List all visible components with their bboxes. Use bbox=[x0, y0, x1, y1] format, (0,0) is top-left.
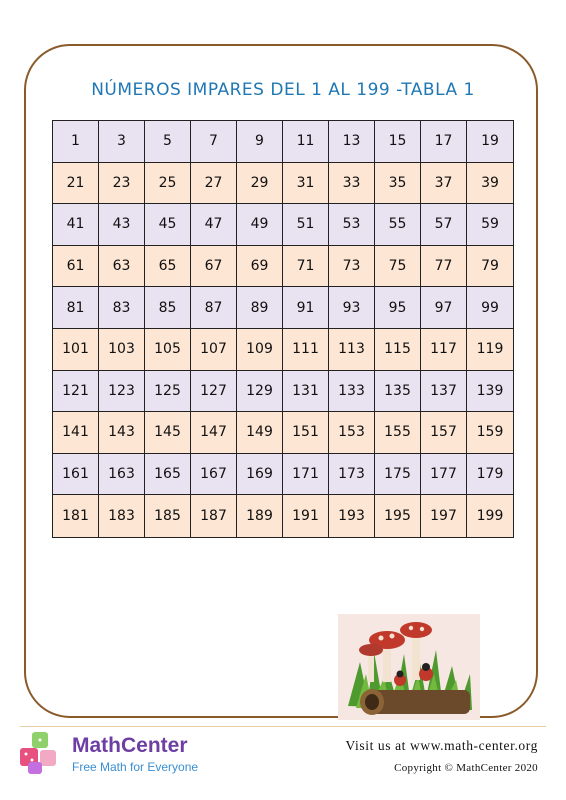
table-cell: 187 bbox=[191, 495, 237, 537]
table-cell: 77 bbox=[421, 246, 467, 288]
table-cell: 67 bbox=[191, 246, 237, 288]
table-cell: 129 bbox=[237, 371, 283, 413]
brand-tagline: Free Math for Everyone bbox=[72, 760, 199, 774]
table-cell: 115 bbox=[375, 329, 421, 371]
table-cell: 91 bbox=[283, 287, 329, 329]
table-cell: 199 bbox=[467, 495, 513, 537]
table-cell: 117 bbox=[421, 329, 467, 371]
table-cell: 59 bbox=[467, 204, 513, 246]
table-cell: 83 bbox=[99, 287, 145, 329]
table-cell: 69 bbox=[237, 246, 283, 288]
table-cell: 39 bbox=[467, 163, 513, 205]
table-cell: 57 bbox=[421, 204, 467, 246]
table-cell: 195 bbox=[375, 495, 421, 537]
table-cell: 33 bbox=[329, 163, 375, 205]
table-cell: 1 bbox=[53, 121, 99, 163]
table-cell: 141 bbox=[53, 412, 99, 454]
table-cell: 127 bbox=[191, 371, 237, 413]
table-cell: 153 bbox=[329, 412, 375, 454]
brand-name: MathCenter bbox=[72, 734, 188, 757]
table-cell: 113 bbox=[329, 329, 375, 371]
table-cell: 89 bbox=[237, 287, 283, 329]
table-cell: 191 bbox=[283, 495, 329, 537]
table-cell: 171 bbox=[283, 454, 329, 496]
table-cell: 169 bbox=[237, 454, 283, 496]
table-cell: 193 bbox=[329, 495, 375, 537]
table-cell: 49 bbox=[237, 204, 283, 246]
table-cell: 155 bbox=[375, 412, 421, 454]
table-cell: 105 bbox=[145, 329, 191, 371]
table-cell: 179 bbox=[467, 454, 513, 496]
table-cell: 123 bbox=[99, 371, 145, 413]
table-cell: 167 bbox=[191, 454, 237, 496]
table-cell: 95 bbox=[375, 287, 421, 329]
table-cell: 185 bbox=[145, 495, 191, 537]
table-cell: 87 bbox=[191, 287, 237, 329]
table-cell: 131 bbox=[283, 371, 329, 413]
table-cell: 151 bbox=[283, 412, 329, 454]
table-cell: 93 bbox=[329, 287, 375, 329]
table-cell: 103 bbox=[99, 329, 145, 371]
table-cell: 25 bbox=[145, 163, 191, 205]
table-cell: 73 bbox=[329, 246, 375, 288]
table-cell: 13 bbox=[329, 121, 375, 163]
table-cell: 99 bbox=[467, 287, 513, 329]
table-cell: 119 bbox=[467, 329, 513, 371]
table-cell: 17 bbox=[421, 121, 467, 163]
table-cell: 149 bbox=[237, 412, 283, 454]
table-cell: 15 bbox=[375, 121, 421, 163]
table-cell: 11 bbox=[283, 121, 329, 163]
table-cell: 135 bbox=[375, 371, 421, 413]
table-cell: 165 bbox=[145, 454, 191, 496]
table-cell: 9 bbox=[237, 121, 283, 163]
table-cell: 21 bbox=[53, 163, 99, 205]
table-cell: 145 bbox=[145, 412, 191, 454]
table-cell: 51 bbox=[283, 204, 329, 246]
table-cell: 121 bbox=[53, 371, 99, 413]
table-cell: 161 bbox=[53, 454, 99, 496]
table-cell: 5 bbox=[145, 121, 191, 163]
table-cell: 139 bbox=[467, 371, 513, 413]
table-cell: 63 bbox=[99, 246, 145, 288]
table-cell: 41 bbox=[53, 204, 99, 246]
table-cell: 85 bbox=[145, 287, 191, 329]
table-cell: 173 bbox=[329, 454, 375, 496]
footer-divider bbox=[20, 726, 546, 727]
table-cell: 37 bbox=[421, 163, 467, 205]
table-cell: 175 bbox=[375, 454, 421, 496]
table-cell: 197 bbox=[421, 495, 467, 537]
table-cell: 111 bbox=[283, 329, 329, 371]
table-cell: 47 bbox=[191, 204, 237, 246]
table-cell: 29 bbox=[237, 163, 283, 205]
table-cell: 61 bbox=[53, 246, 99, 288]
table-cell: 79 bbox=[467, 246, 513, 288]
table-cell: 75 bbox=[375, 246, 421, 288]
table-cell: 159 bbox=[467, 412, 513, 454]
odd-numbers-table bbox=[52, 120, 514, 538]
table-cell: 163 bbox=[99, 454, 145, 496]
table-cell: 125 bbox=[145, 371, 191, 413]
table-cell: 177 bbox=[421, 454, 467, 496]
table-cell: 55 bbox=[375, 204, 421, 246]
table-cell: 23 bbox=[99, 163, 145, 205]
table-cell: 35 bbox=[375, 163, 421, 205]
table-cell: 107 bbox=[191, 329, 237, 371]
table-cell: 181 bbox=[53, 495, 99, 537]
table-cell: 31 bbox=[283, 163, 329, 205]
website-link[interactable]: Visit us at www.math-center.org bbox=[345, 738, 538, 753]
mushroom-log-ladybugs-icon bbox=[338, 614, 480, 720]
table-cell: 27 bbox=[191, 163, 237, 205]
table-cell: 43 bbox=[99, 204, 145, 246]
table-cell: 53 bbox=[329, 204, 375, 246]
table-cell: 183 bbox=[99, 495, 145, 537]
table-cell: 71 bbox=[283, 246, 329, 288]
table-cell: 143 bbox=[99, 412, 145, 454]
dice-cubes-icon bbox=[18, 730, 66, 776]
table-cell: 157 bbox=[421, 412, 467, 454]
table-cell: 19 bbox=[467, 121, 513, 163]
copyright-text: Copyright © MathCenter 2020 bbox=[394, 762, 538, 774]
worksheet-title: NÚMEROS IMPARES DEL 1 AL 199 -TABLA 1 bbox=[91, 80, 475, 100]
table-cell: 97 bbox=[421, 287, 467, 329]
table-cell: 45 bbox=[145, 204, 191, 246]
table-cell: 7 bbox=[191, 121, 237, 163]
table-cell: 65 bbox=[145, 246, 191, 288]
table-cell: 189 bbox=[237, 495, 283, 537]
table-cell: 101 bbox=[53, 329, 99, 371]
table-cell: 133 bbox=[329, 371, 375, 413]
table-cell: 147 bbox=[191, 412, 237, 454]
table-cell: 109 bbox=[237, 329, 283, 371]
table-cell: 81 bbox=[53, 287, 99, 329]
table-cell: 137 bbox=[421, 371, 467, 413]
table-cell: 3 bbox=[99, 121, 145, 163]
